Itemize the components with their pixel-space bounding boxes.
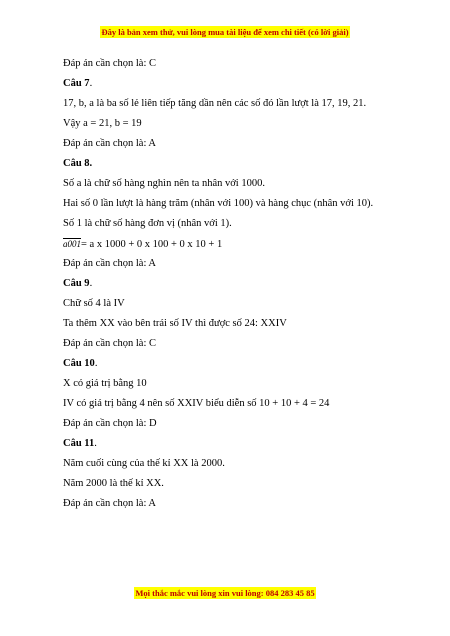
solution-line: Hai số 0 lần lượt là hàng trăm (nhân với 100) và hàng chục (nhân với 10). [63,198,374,209]
solution-line: Năm 2000 là thế kỉ XX. [63,478,164,489]
answer-line: Đáp án cần chọn là: A [63,498,157,509]
formula-line [63,238,222,251]
question-heading-label: Câu 10 [63,358,95,369]
solution-line: Chữ số 4 là IV [63,298,125,309]
solution-line: Năm cuối cùng của thế kỉ XX là 2000. [63,458,225,469]
solution-line: Vậy a = 21, b = 19 [63,118,142,129]
solution-line: IV có giá trị bằng 4 nên số XXIV biểu diễn số 10 + 10 + 4 = 24 [63,398,330,409]
question-heading [63,278,92,290]
answer-line: Đáp án cần chọn là: C [63,338,157,349]
question-heading-dot: . [94,358,98,369]
question-heading-dot: . [94,438,97,449]
question-heading [63,438,97,450]
solution-line: Ta thêm XX vào bên trái số IV thì được số 24: XXIV [63,318,287,329]
question-heading-label: Câu 9 [63,278,90,289]
answer-line: Đáp án cần chọn là: A [63,138,157,149]
question-heading-dot: . [89,278,93,289]
question-heading: Câu 8. [63,158,93,169]
question-heading [63,358,97,370]
header-banner [0,27,450,37]
overlined-number: a001 [63,239,81,249]
answer-line: Đáp án cần chọn là: A [63,258,157,269]
header-banner-text: Đây là bản xem thử, vui lòng mua tài liệu để xem chi tiết (có lời giải) [101,27,349,37]
question-heading-dot: . [89,78,93,89]
question-heading-label: Câu 11 [63,438,95,449]
question-heading [63,78,92,90]
answer-line: Đáp án cần chọn là: D [63,418,157,429]
footer-banner-text: Mọi thắc mắc vui lòng xin vui lòng: 084 283 45 85 [135,588,315,598]
solution-line: Số 1 là chữ số hàng đơn vị (nhân với 1). [63,218,232,229]
solution-line: Số a là chữ số hàng nghìn nên ta nhân với 1000. [63,178,265,189]
solution-line: 17, b, a là ba số lẻ liên tiếp tăng dần nên các số đó lần lượt là 17, 19, 21. [63,98,367,109]
solution-line: X có giá trị bằng 10 [63,378,147,389]
formula-text: = a x 1000 + 0 x 100 + 0 x 10 + 1 [81,239,223,250]
footer-banner [0,588,450,598]
question-heading-label: Câu 7 [63,78,90,89]
answer-line: Đáp án cần chọn là: C [63,58,157,69]
